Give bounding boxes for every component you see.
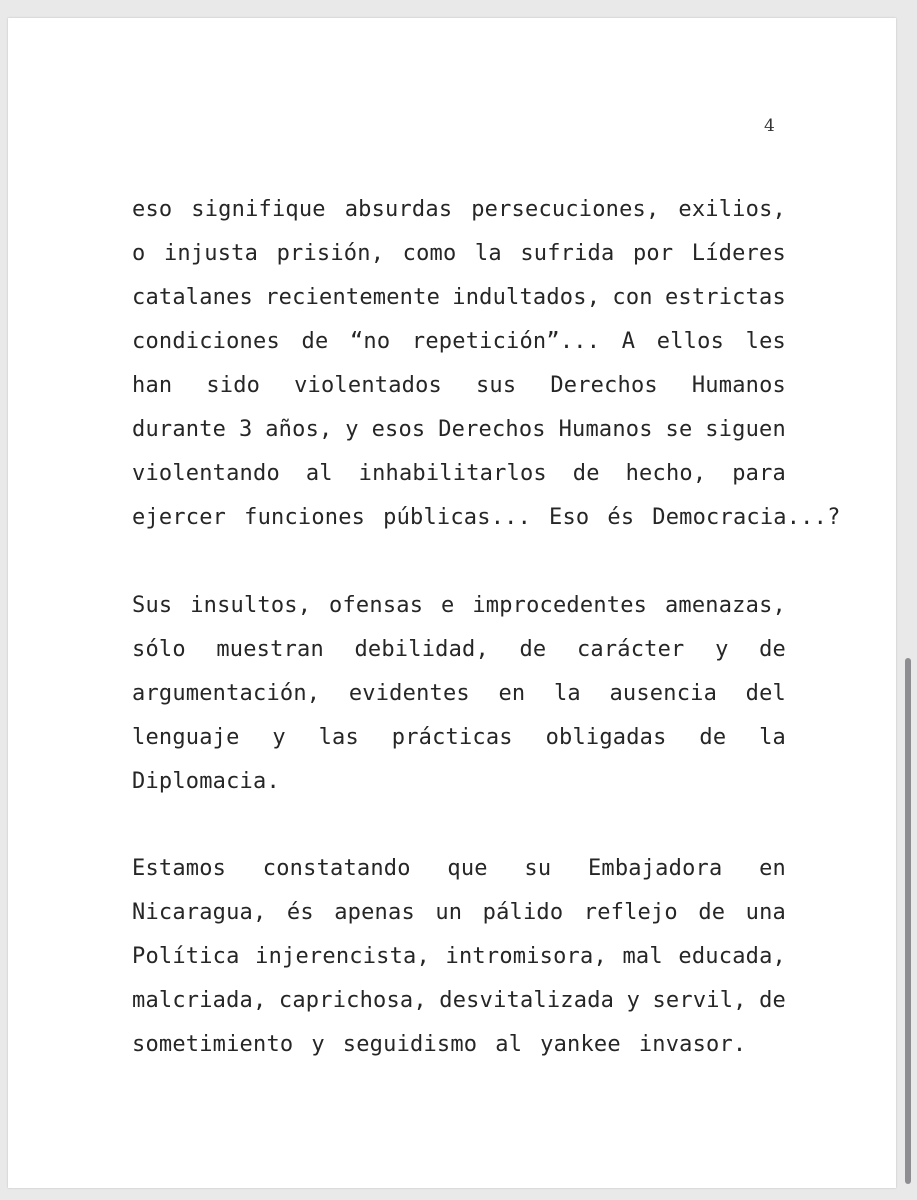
word: al <box>495 1032 523 1057</box>
word: de <box>699 725 727 750</box>
text-line <box>132 672 786 716</box>
word: persecuciones, <box>471 197 660 222</box>
word: seguidismo <box>342 1032 478 1057</box>
word: eso <box>132 197 173 222</box>
word: estrictas <box>664 285 786 310</box>
word: esos <box>371 417 426 442</box>
word: carácter <box>576 637 685 662</box>
word: muestran <box>216 637 324 662</box>
word: e <box>441 593 455 618</box>
word: sus <box>475 373 517 398</box>
word: Nicaragua, <box>132 900 267 925</box>
text-line <box>132 276 786 320</box>
text-line <box>132 232 786 276</box>
word: del <box>745 681 786 706</box>
word: de <box>698 900 726 925</box>
word: insultos, <box>190 593 312 618</box>
word: las <box>318 725 359 750</box>
text-line <box>132 584 786 628</box>
word: sometimiento <box>132 1032 294 1057</box>
text-line <box>132 408 786 452</box>
word: caprichosa, <box>278 988 427 1013</box>
text-line <box>132 496 841 540</box>
word: repetición”... <box>411 329 601 354</box>
word: Embajadora <box>587 856 723 881</box>
word: Derechos <box>438 417 546 442</box>
text-line <box>132 891 786 935</box>
word: yankee <box>540 1032 621 1057</box>
word: Líderes <box>691 241 786 266</box>
word: inhabilitarlos <box>358 461 547 486</box>
word: injerencista, <box>255 944 430 969</box>
word: de <box>572 461 600 486</box>
word: obligadas <box>545 725 667 750</box>
scrollbar-thumb[interactable] <box>905 658 911 1184</box>
word: por <box>632 241 674 266</box>
text-line <box>132 979 786 1023</box>
word: públicas... <box>383 505 532 530</box>
word: injusta <box>163 241 259 266</box>
word: ejercer <box>132 505 227 530</box>
word: y <box>715 637 729 662</box>
word: o <box>132 241 146 266</box>
word: prisión, <box>276 241 385 266</box>
word: argumentación, <box>132 681 321 706</box>
word: és <box>286 900 314 925</box>
word: de <box>519 637 547 662</box>
word: invasor. <box>638 1032 747 1057</box>
word: sufrida <box>520 241 615 266</box>
word: lenguaje <box>132 725 240 750</box>
word: Política <box>132 944 240 969</box>
word: la <box>474 241 502 266</box>
word: sólo <box>132 637 186 662</box>
word: “no <box>349 329 391 354</box>
word: condiciones <box>132 329 280 354</box>
word: y <box>311 1032 325 1057</box>
word: Humanos <box>691 373 786 398</box>
word: reflejo <box>583 900 678 925</box>
word: absurdas <box>344 197 453 222</box>
word: de <box>759 637 786 662</box>
word: sido <box>206 373 261 398</box>
word: signifique <box>191 197 326 222</box>
word: años, <box>265 417 333 442</box>
document-page <box>8 18 896 1188</box>
word: Estamos <box>132 856 227 881</box>
word: mal <box>622 944 663 969</box>
word: Diplomacia. <box>132 769 280 794</box>
paragraph-1 <box>132 188 841 540</box>
page-number: 4 <box>764 116 775 136</box>
word: la <box>759 725 786 750</box>
word: en <box>498 681 526 706</box>
word: la <box>553 681 581 706</box>
word: les <box>745 329 786 354</box>
word: és <box>607 505 635 530</box>
word: amenazas, <box>664 593 786 618</box>
word: han <box>132 373 173 398</box>
word: como <box>402 241 457 266</box>
word: evidentes <box>348 681 470 706</box>
word: debilidad, <box>354 637 489 662</box>
word: exilios, <box>678 197 786 222</box>
word: durante <box>132 417 227 442</box>
word: de <box>301 329 329 354</box>
word: prácticas <box>391 725 513 750</box>
word: recientemente <box>265 285 441 310</box>
word: y <box>345 417 359 442</box>
word: y <box>272 725 286 750</box>
word: se <box>665 417 693 442</box>
word: constatando <box>262 856 411 881</box>
word: Derechos <box>550 373 658 398</box>
text-line <box>132 628 786 672</box>
word: servil, <box>652 988 747 1013</box>
word: ellos <box>656 329 725 354</box>
text-line <box>132 188 786 232</box>
word: catalanes <box>132 285 254 310</box>
word: de <box>759 988 786 1013</box>
word: Eso <box>549 505 590 530</box>
text-line <box>132 1023 786 1067</box>
word: su <box>524 856 552 881</box>
word: para <box>732 461 786 486</box>
text-line <box>132 935 786 979</box>
word: en <box>759 856 786 881</box>
word: apenas <box>334 900 415 925</box>
word: violentados <box>294 373 442 398</box>
word: funciones <box>244 505 366 530</box>
text-line <box>132 452 786 496</box>
word: siguen <box>705 417 786 442</box>
word: al <box>305 461 333 486</box>
word: Democracia...? <box>652 505 841 530</box>
word: y <box>626 988 641 1013</box>
text-line <box>132 320 786 364</box>
word: malcriada, <box>132 988 267 1013</box>
word: hecho, <box>625 461 707 486</box>
word: una <box>745 900 786 925</box>
word: un <box>435 900 463 925</box>
word: Sus <box>132 593 173 618</box>
paragraph-2 <box>132 584 786 804</box>
word: 3 <box>238 417 253 442</box>
word: Humanos <box>558 417 653 442</box>
word: desvitalizada <box>439 988 615 1013</box>
text-line <box>132 760 786 804</box>
text-line <box>132 364 786 408</box>
text-line <box>132 847 786 891</box>
word: intromisora, <box>445 944 607 969</box>
word: que <box>447 856 488 881</box>
word: ausencia <box>609 681 718 706</box>
word: pálido <box>482 900 564 925</box>
word: violentando <box>132 461 280 486</box>
word: improcedentes <box>472 593 648 618</box>
text-line <box>132 716 786 760</box>
word: ofensas <box>329 593 424 618</box>
word: educada, <box>678 944 786 969</box>
word: con <box>612 285 653 310</box>
paragraph-3 <box>132 847 786 1067</box>
word: A <box>621 329 636 354</box>
word: indultados, <box>452 285 601 310</box>
